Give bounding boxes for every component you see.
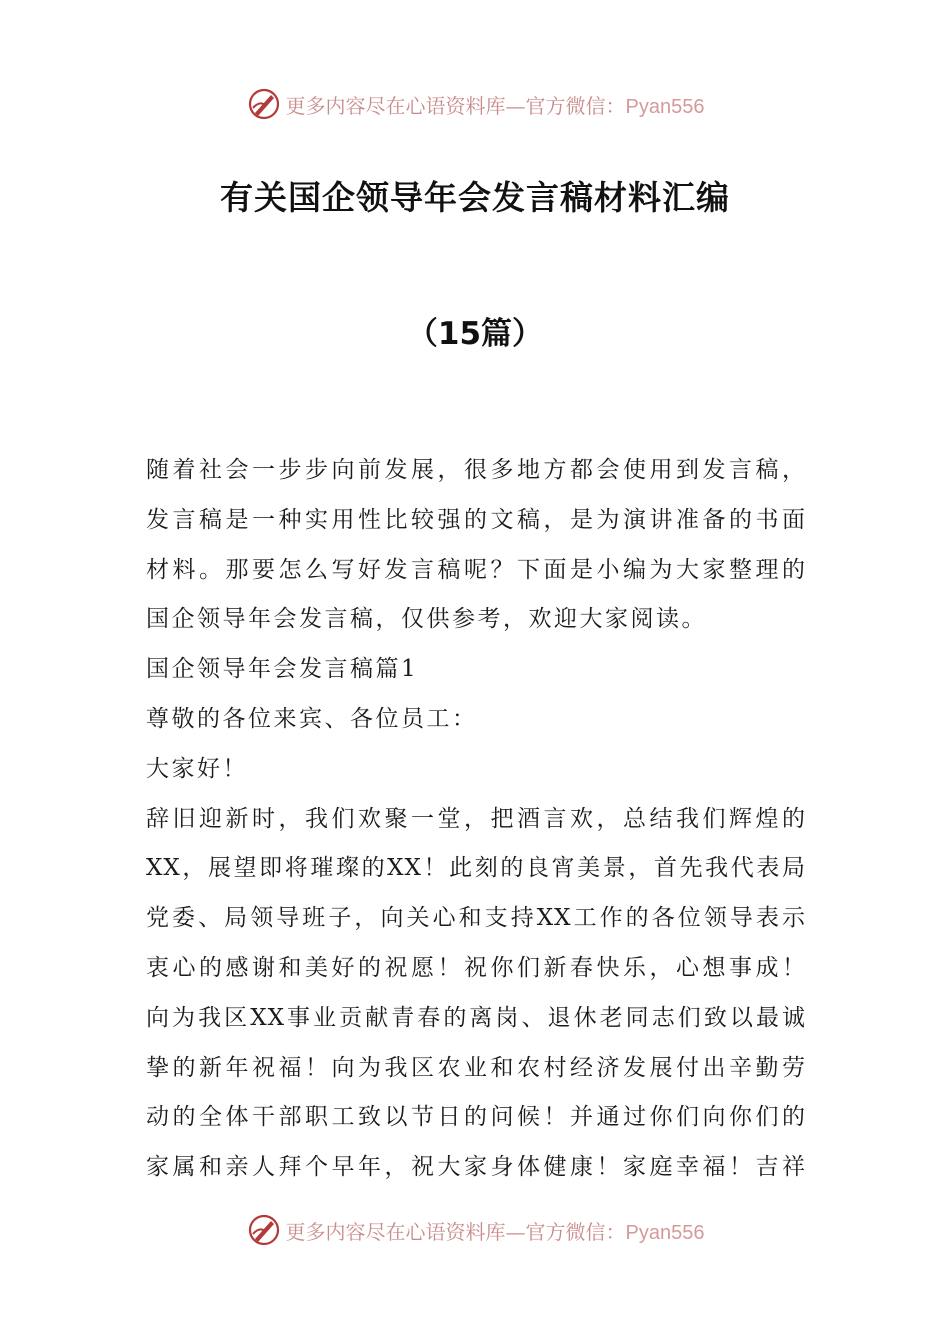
body-line: 挚的新年祝福！向为我区农业和农村经济发展付出辛勤劳 (146, 1054, 806, 1081)
salutation: 尊敬的各位来宾、各位员工： (146, 705, 478, 732)
footer-wechat-id: Pyan556 (625, 1221, 705, 1244)
body-line: 随着社会一步步向前发展，很多地方都会使用到发言稿， (146, 457, 806, 483)
body-line: 发言稿是一种实用性比较强的文稿，是为演讲准备的书面 (146, 506, 806, 533)
body-line: 向为我区XX事业贡献青春的离岗、退休老同志们致以最诚 (146, 1004, 806, 1031)
body-line: 衷心的感谢和美好的祝愿！祝你们新春快乐，心想事成！ (146, 954, 806, 981)
body-line: 材料。那要怎么写好发言稿呢？下面是小编为大家整理的 (146, 556, 806, 583)
document-title: 有关国企领导年会发言稿材料汇编 (220, 178, 730, 217)
section-heading: 国企领导年会发言稿篇1 (146, 656, 419, 683)
header-banner (0, 84, 950, 124)
header-wechat-id: Pyan556 (625, 95, 705, 118)
document-body (146, 446, 806, 1193)
document-subtitle: （15篇） (406, 316, 544, 352)
footer-banner-text: 更多内容尽在心语资料库—官方微信：Pyan556 (285, 1219, 705, 1244)
body-line: XX，展望即将璀璨的XX！此刻的良宵美景，首先我代表局 (146, 855, 806, 882)
body-line: 党委、局领导班子，向关心和支持XX工作的各位领导表示 (146, 905, 806, 932)
body-line: 国企领导年会发言稿，仅供参考，欢迎大家阅读。 (146, 606, 707, 633)
body-line: 辞旧迎新时，我们欢聚一堂，把酒言欢，总结我们辉煌的 (146, 805, 806, 832)
pen-seal-icon (246, 1212, 282, 1248)
header-banner-text: 更多内容尽在心语资料库—官方微信：Pyan556 (285, 93, 705, 118)
pen-seal-icon (246, 86, 282, 122)
greeting: 大家好！ (146, 755, 248, 782)
body-line: 动的全体干部职工致以节日的问候！并通过你们向你们的 (146, 1104, 806, 1131)
body-line: 家属和亲人拜个早年，祝大家身体健康！家庭幸福！吉祥 (146, 1154, 806, 1181)
footer-banner (0, 1210, 950, 1250)
